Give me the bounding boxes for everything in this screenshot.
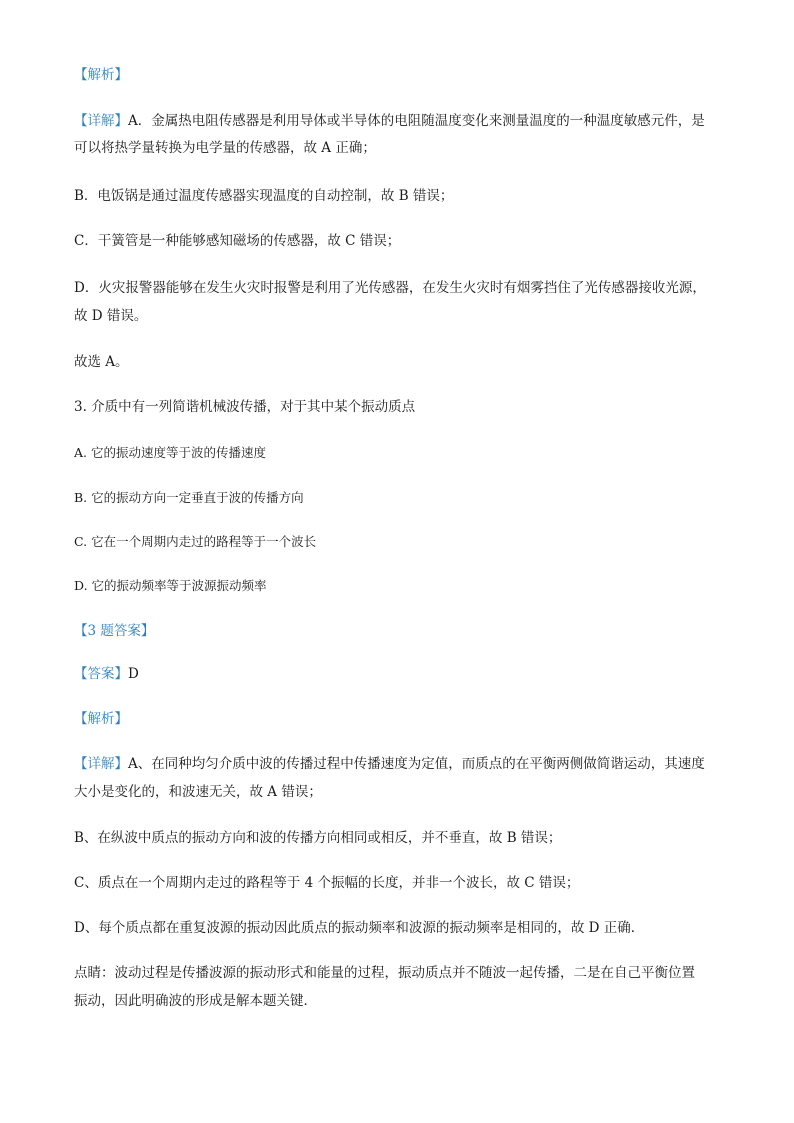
q2-option-d-explanation-1: D．火灾报警器能够在发生火灾时报警是利用了光传感器，在发生火灾时有烟雾挡住了光传感器接收光源， <box>74 280 706 296</box>
q3-option-d-explanation: D、每个质点都在重复波源的振动因此质点的振动频率和波源的振动频率是相同的，故 D 正确． <box>74 920 645 936</box>
q3-answer-section-tag: 【3 题答案】 <box>74 623 155 639</box>
q3-analysis-tag: 【解析】 <box>74 711 128 727</box>
q2-conclusion: 故选 A。 <box>74 354 129 370</box>
q3-stem: 3. 介质中有一列简谐机械波传播，对于其中某个振动质点 <box>74 399 416 415</box>
q2-detail-tag: 【详解】 <box>74 113 128 129</box>
q3-detail-text-1: A、在同种均匀介质中波的传播过程中传播速度为定值，而质点的在平衡两侧做简谐运动，其速度 <box>128 756 705 772</box>
q3-option-c-explanation: C、质点在一个周期内走过的路程等于 4 个振幅的长度，并非一个波长，故 C 错误； <box>74 875 580 891</box>
q3-option-a: A. 它的振动速度等于波的传播速度 <box>74 445 266 460</box>
q3-option-d: D. 它的振动频率等于波源振动频率 <box>74 578 267 593</box>
q3-option-c: C. 它在一个周期内走过的路程等于一个波长 <box>74 534 317 549</box>
q2-option-b-explanation: B．电饭锅是通过温度传感器实现温度的自动控制，故 B 错误； <box>74 188 454 204</box>
q3-option-b: B. 它的振动方向一定垂直于波的传播方向 <box>74 490 304 505</box>
q2-option-c-explanation: C．干簧管是一种能够感知磁场的传感器，故 C 错误； <box>74 233 401 249</box>
q3-detail-line-2: 大小是变化的，和波速无关，故 A 错误； <box>74 784 322 800</box>
q3-comment-line-1: 点睛：波动过程是传播波源的振动形式和能量的过程，振动质点并不随波一起传播，二是在自己平衡位置 <box>74 965 695 981</box>
q3-comment-line-2: 振动，因此明确波的形成是解本题关键． <box>74 993 317 1009</box>
q3-detail-line-1 <box>74 754 734 774</box>
q2-detail-text-1: A．金属热电阻传感器是利用导体或半导体的电阻随温度变化来测量温度的一种温度敏感元件，是 <box>128 113 705 129</box>
q2-option-d-explanation-2: 故 D 错误。 <box>74 308 148 324</box>
q3-answer-line <box>74 664 734 684</box>
q2-detail-line-1 <box>74 111 734 131</box>
q3-answer-value: D <box>128 666 139 682</box>
q2-detail-line-2: 可以将热学量转换为电学量的传感器，故 A 正确； <box>74 140 376 156</box>
q3-option-b-explanation: B、在纵波中质点的振动方向和波的传播方向相同或相反，并不垂直，故 B 错误； <box>74 830 562 846</box>
q2-analysis-tag: 【解析】 <box>74 67 128 83</box>
q3-answer-tag: 【答案】 <box>74 666 128 682</box>
q3-detail-tag: 【详解】 <box>74 756 128 772</box>
